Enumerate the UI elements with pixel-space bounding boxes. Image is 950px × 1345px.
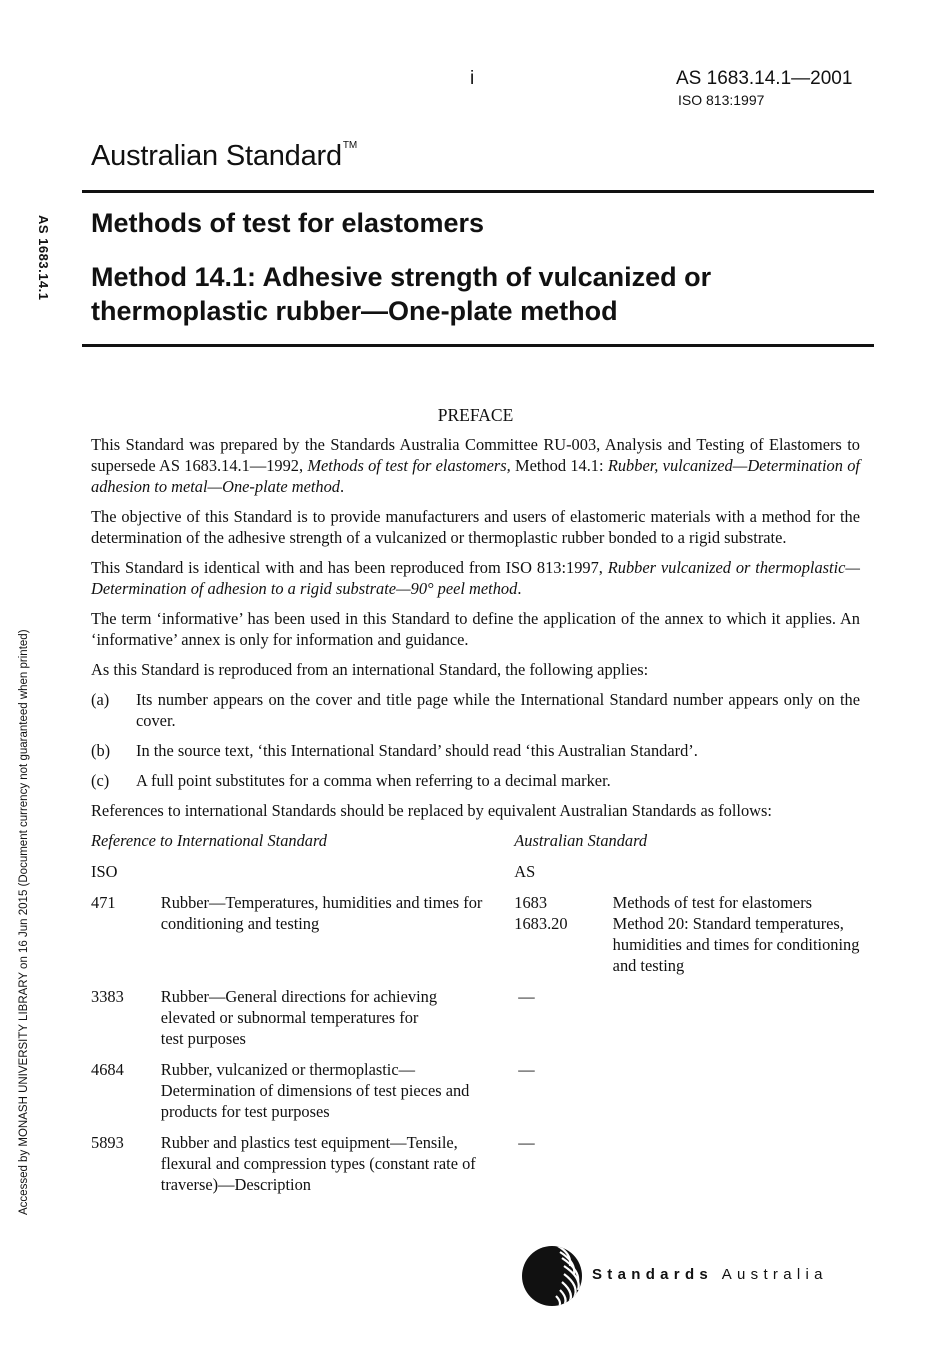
reference-table	[91, 830, 860, 1205]
access-note-text: Accessed by MONASH UNIVERSITY LIBRARY on 16 Jun 2015 (Document currency not guaranteed when printed)	[18, 629, 30, 1215]
list-item	[91, 740, 860, 761]
standards-australia-logo	[520, 1244, 865, 1310]
iso-number-cell: 3383	[91, 987, 124, 1006]
subheader-as: AS	[514, 862, 536, 881]
spine-label	[28, 215, 68, 335]
italic-run: Rubber, vulcanized—Determination of adhesion to metal—One-plate method	[91, 456, 860, 496]
top-rule	[82, 190, 874, 193]
subheader-iso: ISO	[91, 862, 118, 881]
header-international: Reference to International Standard	[91, 831, 327, 850]
preface-paragraph: References to international Standards should be replaced by equivalent Australian Standards as follows:	[91, 801, 772, 820]
access-note	[4, 596, 44, 1256]
list-text: In the source text, ‘this International Standard’ should read ‘this Australian Standard’.	[136, 741, 698, 760]
table-subheader-row	[91, 861, 860, 892]
document-title: Methods of test for elastomers	[91, 208, 485, 238]
page-number: i	[470, 68, 475, 89]
as-number-cell: 1683 1683.20	[514, 893, 568, 933]
iso-number: ISO 813:1997	[678, 92, 765, 108]
preface-heading: PREFACE	[437, 405, 514, 425]
table-header-row	[91, 830, 860, 861]
series-title	[91, 140, 357, 173]
list-label: (b)	[91, 741, 111, 760]
preface-section	[91, 405, 860, 1205]
preface-paragraph	[91, 434, 860, 497]
table-row	[91, 892, 860, 986]
trademark-mark: TM	[342, 140, 357, 152]
iso-number-cell: 4684	[91, 1060, 124, 1079]
italic-run: Rubber vulcanized or thermoplastic—Determination of adhesion to a rigid substrate—90° peel method	[91, 558, 860, 598]
list-text: A full point substitutes for a comma when referring to a decimal marker.	[136, 771, 611, 790]
header-australian: Australian Standard	[514, 831, 648, 850]
text-run: .	[340, 477, 345, 496]
method-title: Method 14.1: Adhesive strength of vulcanized or thermoplastic rubber—One-plate method	[91, 262, 712, 326]
iso-number-cell: 471	[91, 893, 116, 912]
standards-australia-globe-icon	[520, 1244, 584, 1308]
as-title-cell	[613, 1132, 860, 1205]
iso-title-cell: Rubber and plastics test equipment—Tensile, flexural and compression types (constant rate of traverse)—Description	[160, 1133, 476, 1194]
as-title-cell	[613, 1059, 860, 1132]
preface-paragraph: As this Standard is reproduced from an international Standard, the following applies:	[91, 660, 649, 679]
list-label: (c)	[91, 771, 110, 790]
preface-paragraph	[91, 557, 860, 599]
logo-wordmark	[592, 1266, 828, 1283]
iso-title-cell: Rubber, vulcanized or thermoplastic—Determination of dimensions of test pieces and products for test purposes	[160, 1060, 470, 1121]
series-name: Australian Standard	[91, 140, 342, 172]
list-text: Its number appears on the cover and title page while the International Standard number appears only on the cover.	[136, 690, 860, 730]
as-number-cell: —	[518, 1060, 535, 1079]
logo-word-light: Australia	[721, 1266, 828, 1283]
iso-title-cell: Rubber—General directions for achieving elevated or subnormal temperatures for test purposes	[160, 987, 438, 1048]
list-item	[91, 770, 860, 791]
text-run: Method 14.1:	[510, 456, 608, 475]
as-title-cell	[613, 986, 860, 1059]
table-row	[91, 1059, 860, 1132]
iso-title-cell: Rubber—Temperatures, humidities and times for conditioning and testing	[160, 893, 483, 933]
preface-paragraph: The term ‘informative’ has been used in this Standard to define the application of the annex to which it applies. An ‘informative’ annex is only for information and guidance.	[91, 609, 860, 649]
text-run: This Standard was prepared by the Standards Australia Committee RU-003, Analysis and Testing of Elastomers to supersede AS 1683.14.1—1992,	[91, 435, 860, 475]
bottom-rule	[82, 344, 874, 347]
iso-number-cell: 5893	[91, 1133, 124, 1152]
table-row	[91, 1132, 860, 1205]
table-row	[91, 986, 860, 1059]
as-number-cell: —	[518, 1133, 535, 1152]
preface-paragraph: The objective of this Standard is to provide manufacturers and users of elastomeric materials with a method for the determination of the adhesive strength of a vulcanized or thermoplastic rubber bonded to a rigid substrate.	[91, 507, 860, 547]
as-number-cell: —	[518, 987, 535, 1006]
as-title-cell: Methods of test for elastomers Method 20: Standard temperatures, humidities and times for conditioning and testing	[612, 893, 860, 975]
italic-run: Methods of test for elastomers,	[307, 456, 511, 475]
text-run: This Standard is identical with and has been reproduced from ISO 813:1997,	[91, 558, 608, 577]
logo-word-bold: Standards	[592, 1266, 714, 1283]
text-run: .	[517, 579, 522, 598]
list-label: (a)	[91, 690, 110, 709]
standard-number: AS 1683.14.1—2001	[676, 68, 853, 89]
spine-label-text: AS 1683.14.1	[36, 215, 51, 301]
list-item	[91, 689, 860, 731]
